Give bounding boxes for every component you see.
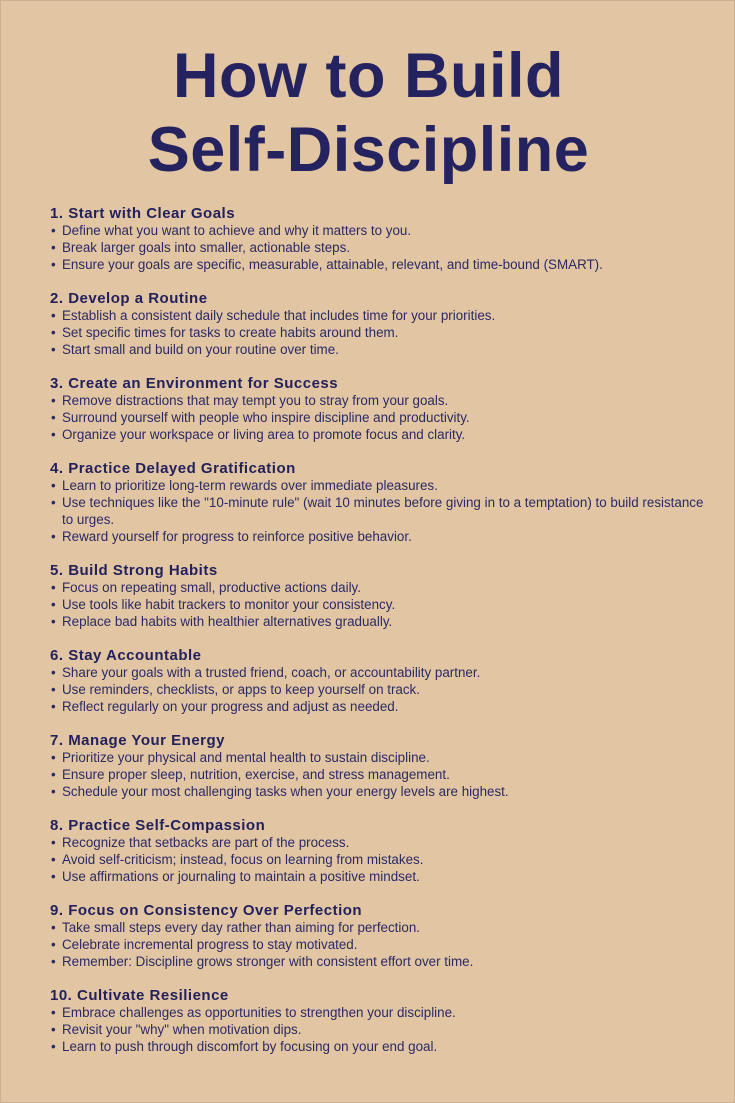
bullet-item <box>50 528 710 545</box>
section-title: Create an Environment for Success <box>68 375 339 392</box>
bullet-item <box>50 392 710 409</box>
bullet-text: Avoid self-criticism; instead, focus on learning from mistakes. <box>62 852 424 867</box>
bullet-text: Surround yourself with people who inspire discipline and productivity. <box>62 410 470 425</box>
bullet-icon: • <box>51 1022 56 1037</box>
section-heading <box>50 817 710 834</box>
bullet-text: Replace bad habits with healthier alternatives gradually. <box>62 614 393 629</box>
bullet-list <box>50 222 710 273</box>
bullet-icon: • <box>51 852 56 867</box>
section-title: Cultivate Resilience <box>77 987 229 1004</box>
bullet-icon: • <box>51 937 56 952</box>
bullet-text: Reward yourself for progress to reinforce positive behavior. <box>62 529 412 544</box>
bullet-item <box>50 222 710 239</box>
bullet-text: Embrace challenges as opportunities to strengthen your discipline. <box>62 1005 456 1020</box>
bullet-text: Schedule your most challenging tasks when your energy levels are highest. <box>62 784 509 799</box>
bullet-item <box>50 341 710 358</box>
bullet-text: Define what you want to achieve and why it matters to you. <box>62 223 412 238</box>
bullet-text: Ensure proper sleep, nutrition, exercise, and stress management. <box>62 767 450 782</box>
bullet-list <box>50 392 710 443</box>
bullet-icon: • <box>51 767 56 782</box>
bullet-text: Learn to push through discomfort by focusing on your end goal. <box>62 1039 438 1054</box>
bullet-item <box>50 936 710 953</box>
bullet-item <box>50 1021 710 1038</box>
section-number: 5. <box>50 562 64 579</box>
bullet-list <box>50 307 710 358</box>
bullet-item <box>50 1004 710 1021</box>
bullet-icon: • <box>51 223 56 238</box>
section-heading <box>50 375 710 392</box>
bullet-icon: • <box>51 495 56 510</box>
bullet-icon: • <box>51 529 56 544</box>
bullet-icon: • <box>51 393 56 408</box>
bullet-item <box>50 1038 710 1055</box>
bullet-icon: • <box>51 257 56 272</box>
section <box>50 647 710 732</box>
bullet-item <box>50 681 710 698</box>
section <box>50 375 710 460</box>
bullet-list <box>50 579 710 630</box>
section-title: Build Strong Habits <box>68 562 218 579</box>
bullet-item <box>50 596 710 613</box>
title-line-2: Self-Discipline <box>147 115 590 185</box>
section <box>50 290 710 375</box>
bullet-icon: • <box>51 869 56 884</box>
bullet-text: Recognize that setbacks are part of the process. <box>62 835 350 850</box>
bullet-text: Use techniques like the "10-minute rule" (wait 10 minutes before giving in to a temptation) to build resistance to urges. <box>62 495 704 527</box>
bullet-text: Organize your workspace or living area to promote focus and clarity. <box>62 427 466 442</box>
bullet-item <box>50 953 710 970</box>
bullet-text: Take small steps every day rather than aiming for perfection. <box>62 920 420 935</box>
bullet-item <box>50 239 710 256</box>
bullet-icon: • <box>51 580 56 595</box>
bullet-text: Focus on repeating small, productive actions daily. <box>62 580 361 595</box>
sections-list <box>50 205 710 1072</box>
bullet-text: Use affirmations or journaling to maintain a positive mindset. <box>62 869 420 884</box>
section-heading <box>50 290 710 307</box>
bullet-icon: • <box>51 665 56 680</box>
section-heading <box>50 205 710 222</box>
bullet-item <box>50 477 710 494</box>
section-number: 7. <box>50 732 64 749</box>
bullet-text: Remember: Discipline grows stronger with consistent effort over time. <box>62 954 474 969</box>
bullet-item <box>50 579 710 596</box>
bullet-item <box>50 409 710 426</box>
bullet-text: Set specific times for tasks to create habits around them. <box>62 325 399 340</box>
bullet-item <box>50 868 710 885</box>
bullet-icon: • <box>51 308 56 323</box>
section <box>50 817 710 902</box>
title-line-1: How to Build <box>173 41 564 111</box>
bullet-text: Remove distractions that may tempt you to stray from your goals. <box>62 393 449 408</box>
bullet-icon: • <box>51 750 56 765</box>
bullet-icon: • <box>51 614 56 629</box>
section-number: 8. <box>50 817 64 834</box>
section-number: 1. <box>50 205 64 222</box>
bullet-icon: • <box>51 835 56 850</box>
bullet-icon: • <box>51 478 56 493</box>
bullet-icon: • <box>51 920 56 935</box>
bullet-item <box>50 307 710 324</box>
section-number: 3. <box>50 375 64 392</box>
section-title: Focus on Consistency Over Perfection <box>68 902 363 919</box>
section-number: 6. <box>50 647 64 664</box>
bullet-icon: • <box>51 342 56 357</box>
section-heading <box>50 460 710 477</box>
bullet-icon: • <box>51 325 56 340</box>
bullet-icon: • <box>51 240 56 255</box>
bullet-item <box>50 256 710 273</box>
page-title <box>1 39 735 187</box>
section-heading <box>50 732 710 749</box>
section-title: Practice Self-Compassion <box>68 817 266 834</box>
bullet-text: Ensure your goals are specific, measurable, attainable, relevant, and time-bound (SMART). <box>62 257 603 272</box>
bullet-text: Reflect regularly on your progress and adjust as needed. <box>62 699 399 714</box>
bullet-text: Use reminders, checklists, or apps to keep yourself on track. <box>62 682 420 697</box>
bullet-text: Prioritize your physical and mental health to sustain discipline. <box>62 750 430 765</box>
section-heading <box>50 647 710 664</box>
bullet-icon: • <box>51 427 56 442</box>
section-number: 2. <box>50 290 64 307</box>
bullet-text: Break larger goals into smaller, actionable steps. <box>62 240 351 255</box>
section-heading <box>50 562 710 579</box>
section-title: Practice Delayed Gratification <box>68 460 296 477</box>
bullet-list <box>50 919 710 970</box>
section-title: Develop a Routine <box>68 290 208 307</box>
bullet-item <box>50 766 710 783</box>
bullet-item <box>50 494 710 528</box>
bullet-item <box>50 664 710 681</box>
bullet-text: Establish a consistent daily schedule that includes time for your priorities. <box>62 308 496 323</box>
bullet-list <box>50 749 710 800</box>
bullet-icon: • <box>51 1005 56 1020</box>
bullet-icon: • <box>51 682 56 697</box>
section-title: Stay Accountable <box>68 647 202 664</box>
bullet-list <box>50 834 710 885</box>
section-number: 10. <box>50 987 73 1004</box>
bullet-list <box>50 477 710 545</box>
bullet-item <box>50 783 710 800</box>
section-heading <box>50 987 710 1004</box>
bullet-item <box>50 698 710 715</box>
section <box>50 732 710 817</box>
section <box>50 902 710 987</box>
bullet-icon: • <box>51 410 56 425</box>
bullet-icon: • <box>51 597 56 612</box>
bullet-list <box>50 1004 710 1055</box>
bullet-text: Start small and build on your routine over time. <box>62 342 339 357</box>
section-heading <box>50 902 710 919</box>
bullet-item <box>50 426 710 443</box>
bullet-icon: • <box>51 1039 56 1054</box>
bullet-item <box>50 851 710 868</box>
bullet-item <box>50 919 710 936</box>
bullet-icon: • <box>51 699 56 714</box>
bullet-icon: • <box>51 954 56 969</box>
bullet-text: Revisit your "why" when motivation dips. <box>62 1022 302 1037</box>
bullet-item <box>50 324 710 341</box>
bullet-text: Share your goals with a trusted friend, coach, or accountability partner. <box>62 665 481 680</box>
section <box>50 987 710 1072</box>
section-title: Start with Clear Goals <box>68 205 236 222</box>
section <box>50 460 710 562</box>
bullet-list <box>50 664 710 715</box>
bullet-text: Learn to prioritize long-term rewards over immediate pleasures. <box>62 478 438 493</box>
section-number: 9. <box>50 902 64 919</box>
bullet-item <box>50 834 710 851</box>
section-title: Manage Your Energy <box>68 732 226 749</box>
bullet-text: Use tools like habit trackers to monitor your consistency. <box>62 597 396 612</box>
bullet-item <box>50 749 710 766</box>
bullet-item <box>50 613 710 630</box>
section <box>50 562 710 647</box>
bullet-icon: • <box>51 784 56 799</box>
bullet-text: Celebrate incremental progress to stay motivated. <box>62 937 358 952</box>
section <box>50 205 710 290</box>
section-number: 4. <box>50 460 64 477</box>
